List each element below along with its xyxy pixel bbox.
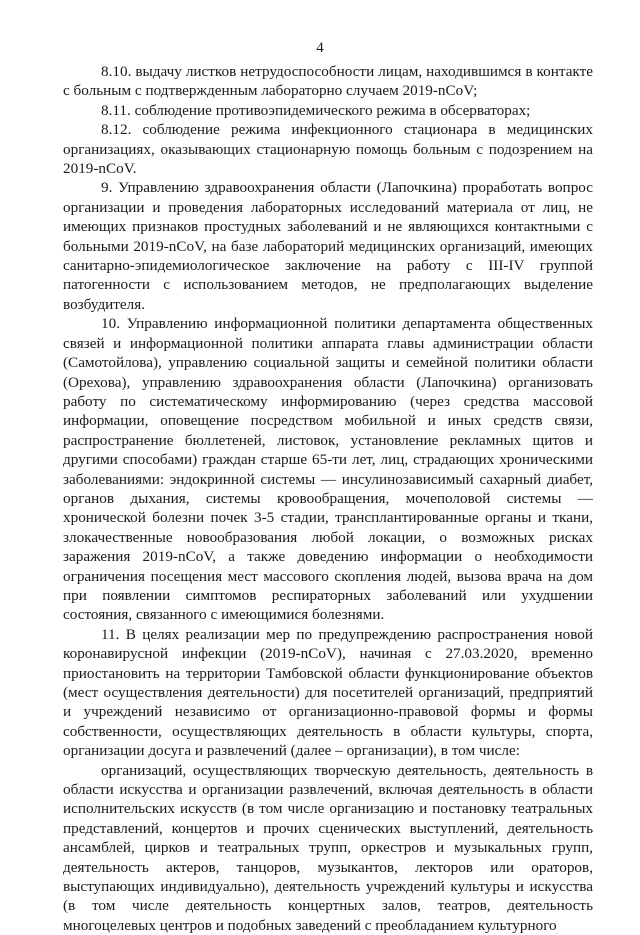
paragraph-10: 10. Управлению информационной политики департамента общественных связей и информационной политики аппарата главы администрации области (Самотойлова), управлению социальной защиты и семейной политики области (Орехова), управлению здравоохранения области (Лапочкина) организовать работу по систематическому информированию (через средства массовой информации, оповещение посредством мобильной и иных средств связи, распространение бюллетеней, листовок, установление рекламных щитов и другими способами) граждан старше 65-ти лет, лиц, страдающих хроническими заболеваниями: эндокринной системы — инсулинозависимый сахарный диабет, органов дыхания, системы кровообращения, мочеполовой системы — хронической болезни почек 3-5 стадии, трансплантированные органы и ткани, злокачественные новообразования любой локации, о возможных рисках заражения 2019-nCoV, а также доведению информации о необходимости ограничения посещения мест массового скопления людей, вызова врача на дом при появлении симптомов респираторных заболеваний или ухудшении состояния, связанного с имеющимися болезнями. xyxy=(63,315,593,624)
paragraph-11: 11. В целях реализации мер по предупреждению распространения новой коронавирусной инфекции (2019-nCoV), начиная с 27.03.2020, временно приостановить на территории Тамбовской области функционирование объектов (мест осуществления деятельности) для посетителей организаций, предприятий и учреждений независимо от организационно-правовой формы и формы собственности, осуществляющих деятельность в области культуры, спорта, организации досуга и развлечений (далее – организации), в том числе: xyxy=(63,625,593,760)
paragraph-8-10: 8.10. выдачу листков нетрудоспособности лицам, находившимся в контакте с больным с подтвержденным лабораторно случаем 2019-nCoV; xyxy=(63,63,593,100)
paragraph-8-11: 8.11. соблюдение противоэпидемического режима в обсерваторах; xyxy=(101,101,531,119)
document-body xyxy=(63,62,593,935)
page-number: 4 xyxy=(316,40,324,56)
paragraph-9: 9. Управлению здравоохранения области (Лапочкина) проработать вопрос организации и проведения лабораторных исследований материала от лиц, не имеющих признаков простудных заболеваний и не являющихся контактными с больными 2019-nCoV, на базе лабораторий медицинских организаций, имеющих санитарно-эпидемиологическое заключение на работу с III-IV группой патогенности с использованием методов, не предполагающих выделение возбудителя. xyxy=(63,179,593,313)
paragraph-11-list-item: организаций, осуществляющих творческую деятельность, деятельность в области искусства и организации развлечений, включая деятельность в области исполнительских искусств (в том числе организацию и постановку театральных представлений, концертов и прочих сценических выступлений, деятельность ансамблей, цирков и театральных трупп, оркестров и музыкальных групп, деятельность актеров, танцоров, музыкантов, лекторов или ораторов, выступающих индивидуально), деятельность учреждений культуры и искусства (в том числе деятельность концертных залов, театров, деятельность многоцелевых центров и подобных заведений с преобладанием культурного xyxy=(63,761,593,934)
paragraph-8-12: 8.12. соблюдение режима инфекционного стационара в медицинских организациях, оказывающих стационарную помощь больным с подозрением на 2019-nCoV. xyxy=(63,121,593,178)
